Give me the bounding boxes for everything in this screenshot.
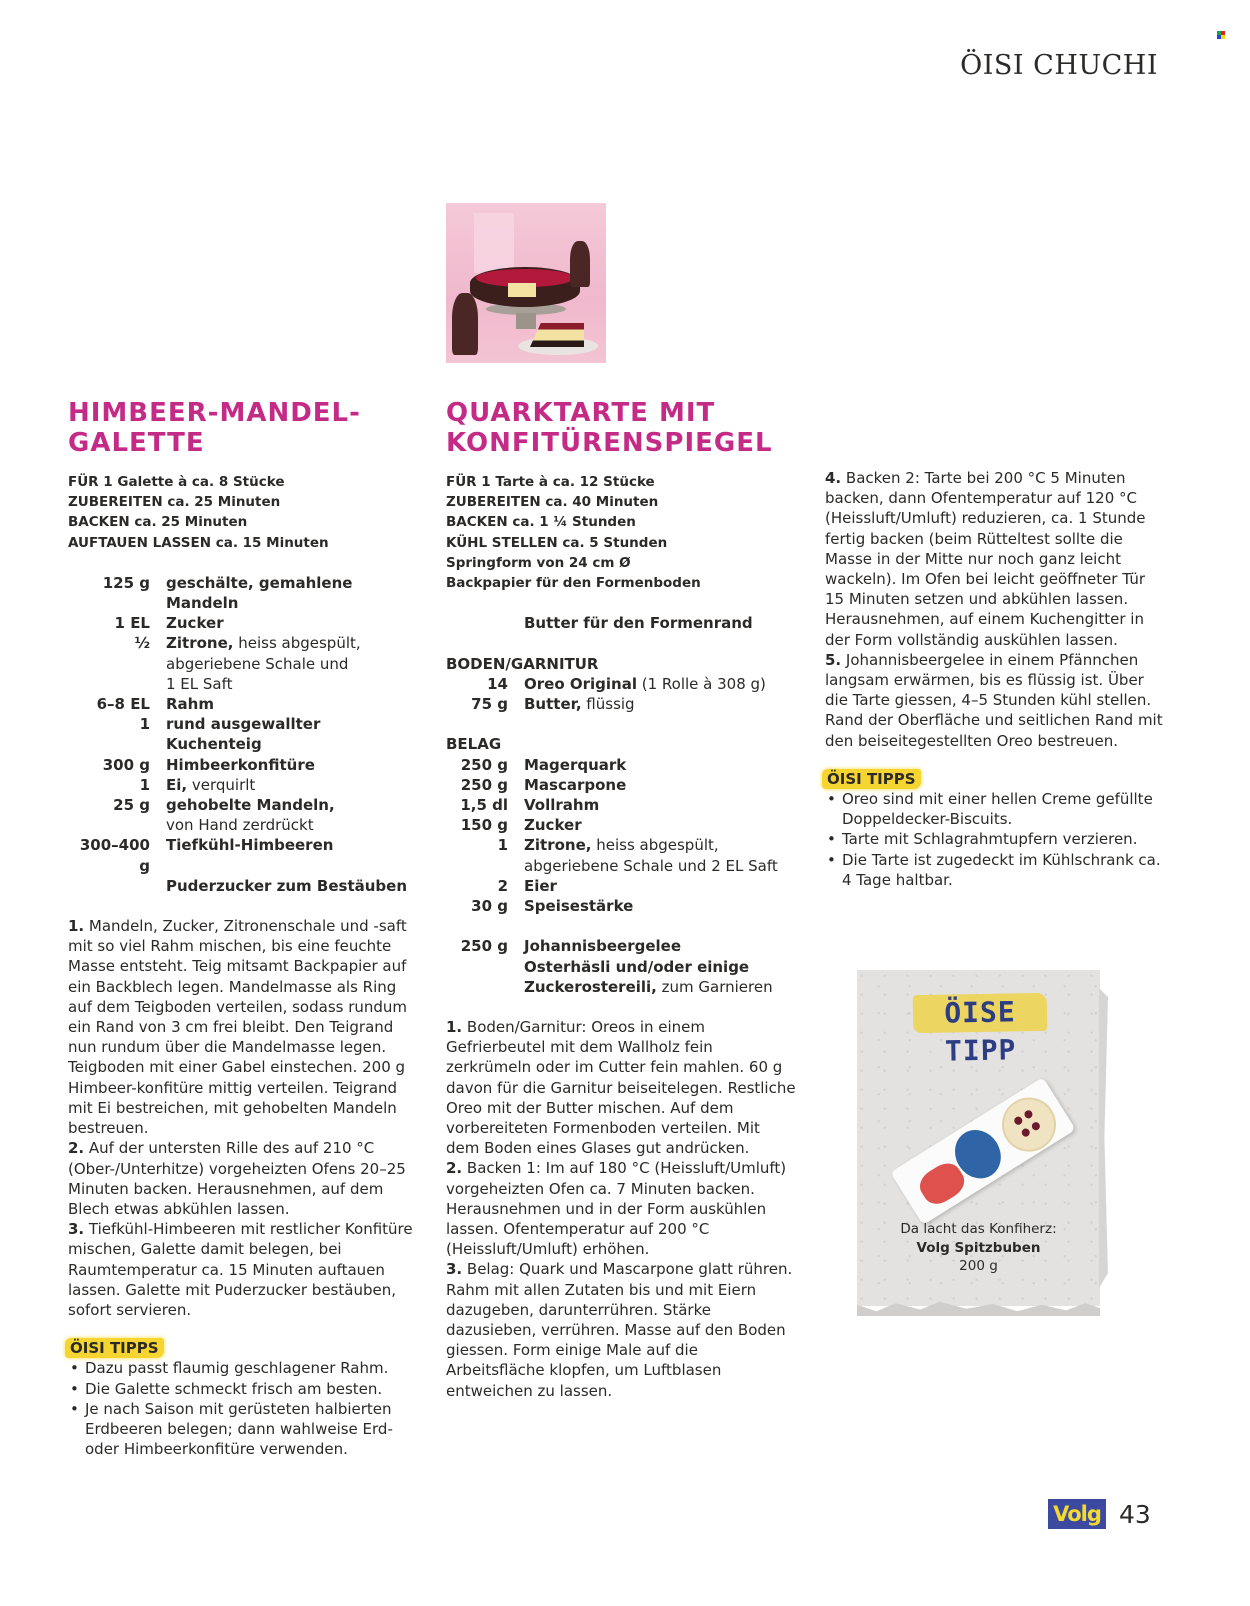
ingredient-name: Ei,: [166, 775, 188, 794]
tips-section: [68, 1338, 418, 1459]
tip-item: • Dazu passt flaumig geschlagener Rahm.: [68, 1358, 418, 1378]
recipe-title-line: KONFITÜRENSPIEGEL: [446, 428, 773, 458]
ingredient-note: (1 Rolle à 308 g): [636, 674, 766, 693]
ingredient-name: Speisestärke: [524, 897, 634, 916]
step-number: 2.: [446, 1159, 463, 1178]
section-title: ÖISI CHUCHI: [960, 50, 1158, 81]
recipe-title-line: HIMBEER-MANDEL-: [68, 398, 361, 428]
ingredient-name: Oreo Original: [524, 674, 637, 693]
ingredient-qty: ½: [134, 634, 150, 653]
meta-prep-time: ZUBEREITEN ca. 25 Minuten: [68, 494, 281, 511]
ingredient-row: [446, 775, 796, 795]
ingredient-row: [68, 613, 418, 633]
ingredient-row: [68, 694, 418, 714]
instruction-steps: [446, 1017, 796, 1401]
instruction-steps: [68, 916, 418, 1320]
ingredient-row: [446, 977, 796, 997]
instruction-steps: [825, 468, 1165, 751]
ingredient-name: gehobelte Mandeln,: [166, 796, 335, 815]
step-number: 5.: [825, 650, 842, 669]
glass-shape: [474, 213, 514, 273]
page-number: 43: [1119, 1499, 1151, 1529]
cake-cut-section: [508, 283, 536, 297]
meta-baking-paper: Backpapier für den Formenboden: [446, 575, 701, 592]
meta-pan-size: Springform von 24 cm Ø: [446, 554, 631, 571]
ingredient-qty: 125 g: [102, 573, 150, 592]
ingredient-note: 1 EL Saft: [166, 674, 233, 693]
meta-thaw-time: AUFTAUEN LASSEN ca. 15 Minuten: [68, 534, 329, 551]
ingredient-row: [446, 795, 796, 815]
recipe-title: [68, 398, 418, 458]
ingredient-qty: 25 g: [113, 796, 150, 815]
step: [446, 1017, 796, 1158]
ingredient-name: Puderzucker zum Bestäuben: [166, 876, 408, 895]
step: [68, 1138, 418, 1219]
ingredient-name: Mascarpone: [524, 775, 627, 794]
ingredient-name: Johannisbeergelee: [524, 937, 681, 956]
ingredient-list: [68, 573, 418, 896]
step-number: 1.: [446, 1018, 463, 1037]
ingredient-row: [68, 654, 418, 674]
product-image-spitzbuben: [890, 1077, 1076, 1225]
recipe-title: [446, 398, 796, 458]
step-text: Auf der untersten Rille des auf 210 °C (Ober-/Unterhitze) vorgeheizten Ofens 20–25 Minuten backen. Herausnehmen, auf dem Blech etwas abkühlen lassen.: [68, 1139, 406, 1218]
ingredient-row: [68, 775, 418, 795]
ingredient-qty: 1: [139, 715, 150, 734]
ingredient-row: [446, 876, 796, 896]
meta-bake-time: BACKEN ca. 1 ¼ Stunden: [446, 514, 636, 531]
step: [68, 1219, 418, 1320]
step: [446, 1158, 796, 1259]
ingredient-qty: 6–8 EL: [96, 695, 150, 714]
promo-tagline: Da lacht das Konfiherz:: [900, 1221, 1057, 1237]
step: [446, 1259, 796, 1400]
step-number: 4.: [825, 469, 842, 487]
volg-logo: Volg: [1048, 1499, 1106, 1529]
ingredient-note: abgeriebene Schale und 2 EL Saft: [524, 856, 778, 875]
tips-label: ÖISI TIPPS: [822, 769, 921, 789]
tip-item: • Die Tarte ist zugedeckt im Kühlschrank ca. 4 Tage haltbar.: [825, 850, 1165, 890]
tip-item: • Tarte mit Schlagrahmtupfern verzieren.: [825, 829, 1165, 849]
tips-section: [825, 769, 1165, 890]
meta-servings: FÜR 1 Tarte à ca. 12 Stücke: [446, 474, 655, 490]
ingredient-name: Magerquark: [524, 755, 627, 774]
ingredient-row: [68, 835, 418, 875]
ingredient-qty: 30 g: [471, 897, 508, 916]
ingredient-name: Osterhäsli und/oder einige: [524, 957, 750, 976]
ingredient-row: [68, 593, 418, 613]
ingredient-section-belag: BELAG: [446, 735, 502, 754]
step-text: Backen 1: Im auf 180 °C (Heissluft/Umluft) vorgeheizten Ofen ca. 7 Minuten backen. Herausnehmen und in der Form auskühlen lassen. Ofentemperatur auf 200 °C (Heissluft/Umluft) erhöhen.: [446, 1159, 787, 1259]
ingredient-row: [446, 896, 796, 916]
ingredient-qty: 300 g: [102, 755, 150, 774]
recipe-quarktarte-continued: [825, 468, 1165, 890]
recipe-meta: [446, 472, 796, 593]
ingredient-name: Zuckerostereili,: [524, 977, 657, 996]
ingredient-row: [446, 856, 796, 876]
recipe-title-line: GALETTE: [68, 428, 205, 458]
ingredient-row: [446, 815, 796, 835]
tips-label: ÖISI TIPPS: [65, 1338, 164, 1358]
cake-stand-foot: [516, 313, 536, 329]
promo-heading: ÖISE TIPP: [913, 993, 1048, 1033]
recipe-title-line: QUARKTARTE MIT: [446, 398, 716, 428]
ingredient-qty: 1,5 dl: [460, 796, 508, 815]
recipe-quarktarte: [446, 398, 796, 1401]
tips-list: [68, 1358, 418, 1459]
ingredient-name: rund ausgewallter Kuchenteig: [166, 715, 321, 754]
torn-paper-edge: [857, 1300, 1100, 1316]
ingredient-note: verquirlt: [187, 775, 256, 794]
ingredient-name: Zucker: [524, 816, 582, 835]
ingredient-row: [446, 957, 796, 977]
meta-bake-time: BACKEN ca. 25 Minuten: [68, 514, 248, 531]
promo-caption: [857, 1220, 1100, 1276]
step: [825, 468, 1165, 650]
ingredient-name: Himbeerkonfitüre: [166, 755, 315, 774]
meta-chill-time: KÜHL STELLEN ca. 5 Stunden: [446, 534, 668, 551]
ingredient-row: [446, 835, 796, 855]
step-text: Mandeln, Zucker, Zitronenschale und -saft mit so viel Rahm mischen, bis eine feuchte Masse entsteht. Teig mitsamt Backpapier auf ein Backblech legen. Mandelmasse als Ring auf dem Teigboden verteilen, sodass rundum ein Rand von 3 cm frei bleibt. Den Teigrand nun rundum über die Mandelmasse legen. Teigboden mit einer Gabel einstechen. 200 g Himbeer-konfitüre mittig verteilen. Teigrand mit Ei bestreichen, mit gehobelten Mandeln bestreuen.: [68, 917, 408, 1138]
promo-product-name: Volg Spitzbuben: [916, 1239, 1041, 1256]
ingredient-row: [446, 694, 796, 714]
ingredient-name: Vollrahm: [524, 796, 600, 815]
ingredient-note: von Hand zerdrückt: [166, 816, 314, 835]
ingredient-note: abgeriebene Schale und: [166, 654, 349, 673]
ingredient-row: [68, 815, 418, 835]
hero-image-quarktarte: [446, 203, 606, 363]
ingredient-name: Eier: [524, 876, 557, 895]
promo-card-oise-tipp: [857, 970, 1100, 1306]
ingredient-name: geschälte, gemahlene: [166, 573, 353, 592]
step-number: 3.: [68, 1220, 85, 1239]
ingredient-row: [68, 573, 418, 593]
ingredient-name: Tiefkühl-Himbeeren: [166, 836, 334, 855]
ingredient-name: Zitrone,: [166, 634, 234, 653]
paper-edge: [1099, 988, 1108, 1288]
ingredient-row: [68, 876, 418, 896]
ingredient-row: [68, 633, 418, 653]
promo-product-weight: 200 g: [959, 1258, 998, 1274]
ingredient-name: Butter für den Formenrand: [524, 614, 753, 633]
print-color-mark: [1217, 31, 1225, 39]
cake-slice: [530, 323, 584, 347]
chocolate-bunny-icon: [570, 241, 590, 287]
biscuit-icon: [992, 1087, 1066, 1161]
ingredient-name: Zucker: [166, 614, 224, 633]
ingredient-name: Rahm: [166, 695, 214, 714]
ingredient-qty: 1: [139, 775, 150, 794]
ingredient-row: [68, 674, 418, 694]
page-footer: [1048, 1499, 1151, 1529]
ingredient-qty: 250 g: [460, 937, 508, 956]
ingredient-section-boden: BODEN/GARNITUR: [446, 654, 599, 673]
tip-item: • Je nach Saison mit gerüsteten halbierten Erdbeeren belegen; dann wahlweise Erd- oder Himbeerkonfitüre verwenden.: [68, 1399, 418, 1460]
ingredient-qty: 1: [497, 836, 508, 855]
ingredient-row: [68, 714, 418, 754]
ingredient-list: [446, 613, 796, 997]
chocolate-bunny-icon: [452, 293, 478, 355]
recipe-meta: [68, 472, 418, 553]
ingredient-name: Zitrone,: [524, 836, 592, 855]
tip-item: • Oreo sind mit einer hellen Creme gefüllte Doppeldecker-Biscuits.: [825, 789, 1165, 829]
ingredient-note: zum Garnieren: [656, 977, 773, 996]
step-number: 1.: [68, 917, 85, 936]
ingredient-qty: 300–400 g: [79, 836, 150, 875]
meta-prep-time: ZUBEREITEN ca. 40 Minuten: [446, 494, 659, 511]
step: [68, 916, 418, 1138]
ingredient-name: Mandeln: [166, 594, 239, 613]
ingredient-note: heiss abgespült,: [591, 836, 719, 855]
recipe-himbeer-mandel-galette: [68, 398, 418, 1459]
step: [825, 650, 1165, 751]
ingredient-row: [446, 674, 796, 694]
tip-item: • Die Galette schmeckt frisch am besten.: [68, 1379, 418, 1399]
step-number: 3.: [446, 1260, 463, 1279]
ingredient-qty: 1 EL: [114, 614, 150, 633]
ingredient-row: [446, 613, 796, 633]
ingredient-qty: 250 g: [460, 775, 508, 794]
step-text: Backen 2: Tarte bei 200 °C 5 Minuten backen, dann Ofentemperatur auf 120 °C (Heissluft/Umluft) reduzieren, ca. 1 Stunde fertig backen (beim Rütteltest sollte die Masse in der Mitte nur noch ganz leicht wackeln). Im Ofen bei leicht geöffneter Tür 15 Minuten setzen und abkühlen lassen. Herausnehmen, auf einem Kuchengitter in der Form vollständig auskühlen lassen.: [825, 469, 1146, 649]
ingredient-qty: 250 g: [460, 755, 508, 774]
meta-servings: FÜR 1 Galette à ca. 8 Stücke: [68, 474, 285, 490]
ingredient-qty: 75 g: [471, 695, 508, 714]
step-text: Johannisbeergelee in einem Pfännchen langsam erwärmen, bis es flüssig ist. Über die Tarte giessen, 4–5 Stunden kühl stellen. Rand der Oberfläche und seitlichen Rand mit den beiseitegestellten Oreo bestreuen.: [825, 650, 1163, 750]
ingredient-note: flüssig: [581, 695, 635, 714]
step-text: Boden/Garnitur: Oreos in einem Gefrierbeutel mit dem Wallholz fein zerkrümeln oder im Cutter fein mahlen. 60 g davon für die Garnitur beiseitelegen. Restliche Oreo mit der Butter mischen. Auf dem vorbereiteten Formenboden verteilen. Mit dem Boden eines Glases gut andrücken.: [446, 1018, 796, 1158]
ingredient-name: Butter,: [524, 695, 582, 714]
ingredient-qty: 150 g: [460, 816, 508, 835]
ingredient-qty: 14: [487, 674, 508, 693]
ingredient-note: heiss abgespült,: [233, 634, 361, 653]
step-text: Tiefkühl-Himbeeren mit restlicher Konfitüre mischen, Galette damit belegen, bei Raumtemperatur ca. 15 Minuten auftauen lassen. Galette mit Puderzucker bestäuben, sofort servieren.: [68, 1220, 413, 1319]
ingredient-qty: 2: [497, 876, 508, 895]
ingredient-row: [68, 755, 418, 775]
tips-list: [825, 789, 1165, 890]
ingredient-row: [68, 795, 418, 815]
ingredient-row: [446, 936, 796, 956]
step-number: 2.: [68, 1139, 85, 1158]
step-text: Belag: Quark und Mascarpone glatt rühren. Rahm mit allen Zutaten bis und mit Eiern dazugeben, darunterrühren. Stärke dazusieben, verrühren. Masse auf den Boden giessen. Form einige Male auf die Arbeitsfläche klopfen, um Luftblasen entweichen zu lassen.: [446, 1260, 793, 1400]
ingredient-row: [446, 755, 796, 775]
